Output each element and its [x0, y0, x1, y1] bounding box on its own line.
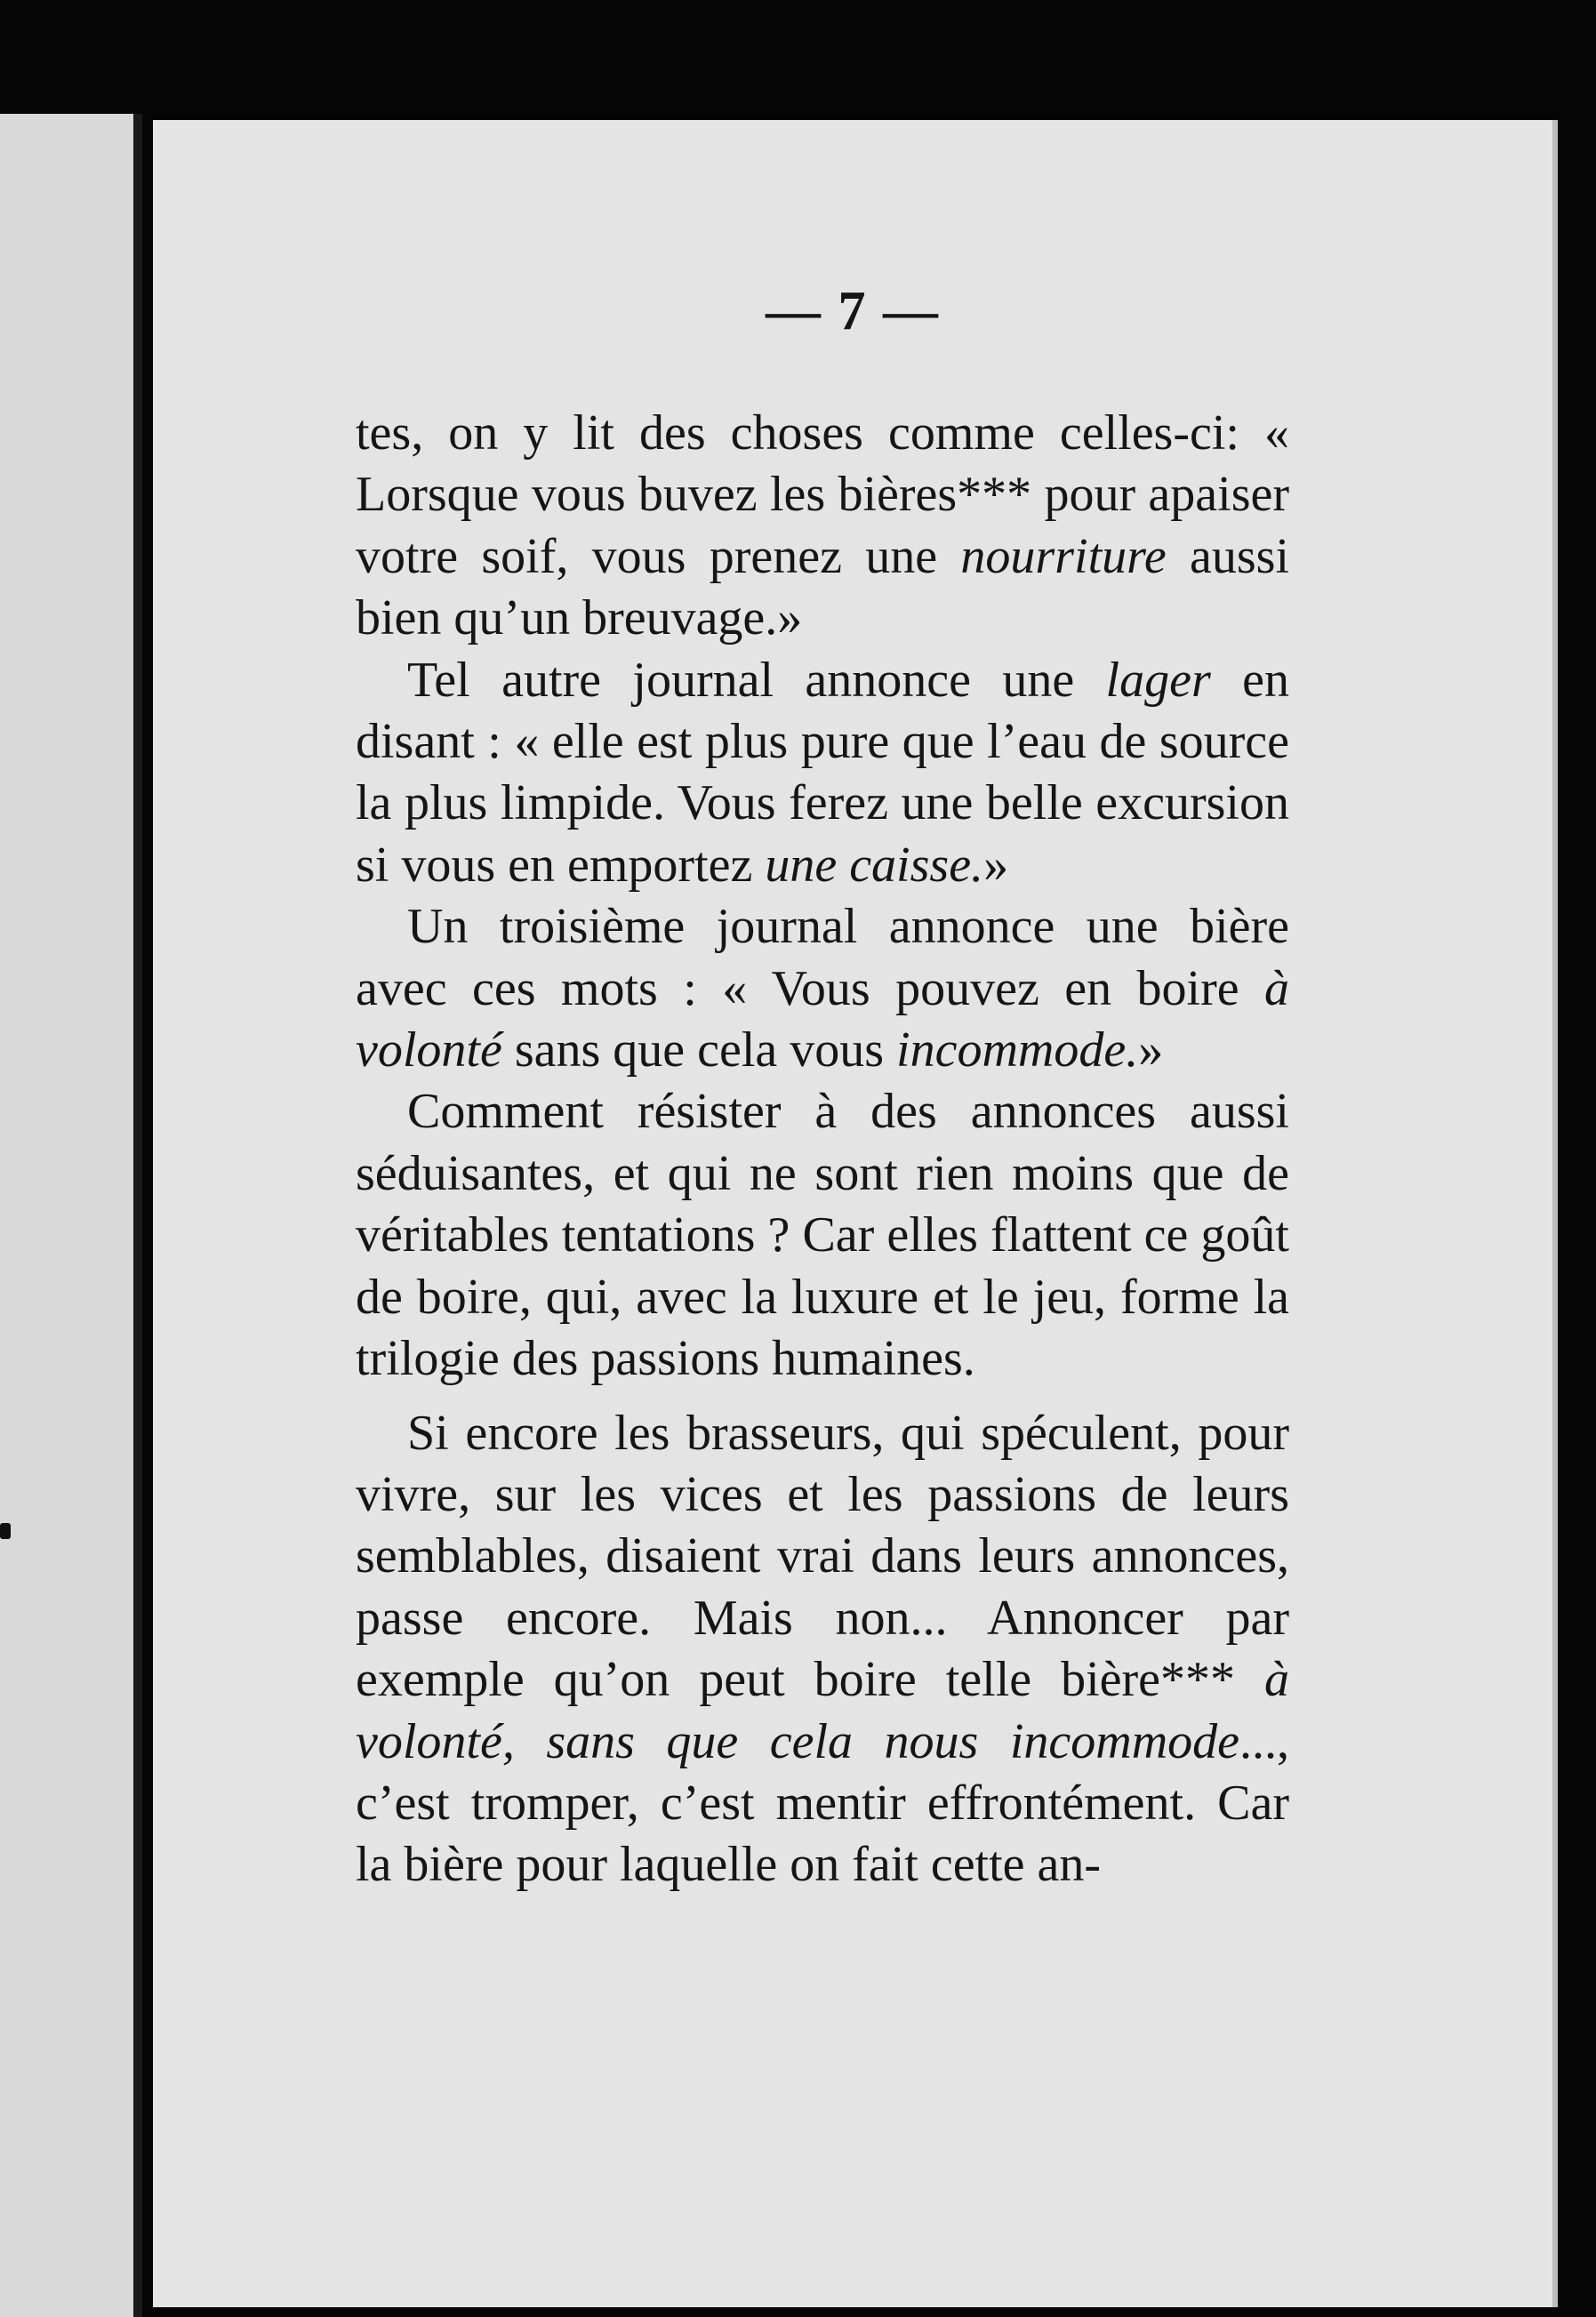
paragraph-1: [356, 403, 1289, 650]
italic-text: à volonté: [356, 960, 1289, 1078]
italic-text: à volonté, sans que cela nous incommode: [356, 1652, 1289, 1769]
paragraph-3: [356, 896, 1289, 1081]
text-run: sans que cela vous: [501, 1022, 897, 1078]
book-page: [153, 120, 1558, 2307]
paragraph-2: [356, 650, 1289, 897]
text-run: »: [983, 837, 1009, 893]
scan-speck: [0, 1523, 11, 1539]
text-run: en disant : « elle est plus pure que l’eau de source la plus limpide. Vous ferez une belle excursion si vous en emportez: [356, 652, 1289, 893]
page-number: — 7 —: [766, 281, 940, 341]
text-run: aussi bien qu’un breuvage.»: [356, 528, 1289, 646]
text-run: Comment résister à des annonces aussi séduisantes, et qui ne sont rien moins que de véritables tentations ? Car elles flattent ce goût de boire, qui, avec la luxure et le jeu, forme la trilogie des passions humaines.: [356, 1084, 1289, 1387]
adjacent-page-edge: [0, 114, 142, 2317]
text-run: »: [1138, 1022, 1164, 1078]
italic-text: incommode.: [896, 1022, 1139, 1078]
body-text: [356, 403, 1289, 1896]
text-run: tes, on y lit des choses comme celles-ci: « Lorsque vous buvez les bières*** pour apaiser votre soif, vous prenez une: [356, 405, 1289, 584]
text-run: ..., c’est tromper, c’est mentir effrontément. Car la bière pour laquelle on fait cette an-: [356, 1713, 1289, 1893]
paragraph-5: [356, 1403, 1289, 1896]
text-run: Si encore les brasseurs, qui spéculent, pour vivre, sur les vices et les passions de leurs semblables, disaient vrai dans leurs annonces, passe encore. Mais non... Annoncer par exemple qu’on peut boire telle bière***: [356, 1405, 1289, 1708]
italic-text: une caisse.: [765, 837, 984, 893]
italic-text: nourriture: [960, 528, 1167, 584]
paragraph-4: [356, 1081, 1289, 1390]
text-run: Un troisième journal annonce une bière avec ces mots : « Vous pouvez en boire: [356, 899, 1289, 1016]
italic-text: lager: [1105, 652, 1211, 708]
text-run: Tel autre journal annonce une: [407, 652, 1106, 708]
